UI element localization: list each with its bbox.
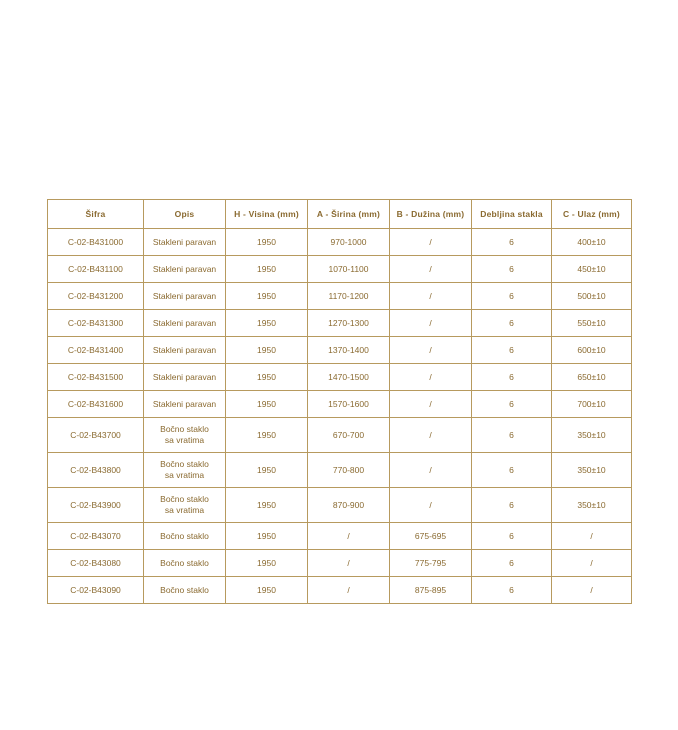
cell-debljina: 6 xyxy=(472,453,552,488)
cell-ulaz: 500±10 xyxy=(552,283,632,310)
cell-sirina: 1470-1500 xyxy=(308,364,390,391)
table-row xyxy=(48,310,632,337)
cell-visina: 1950 xyxy=(226,391,308,418)
table-header-row xyxy=(48,200,632,229)
cell-sirina: 870-900 xyxy=(308,488,390,523)
cell-ulaz: 700±10 xyxy=(552,391,632,418)
column-header-opis: Opis xyxy=(144,200,226,229)
cell-visina: 1950 xyxy=(226,550,308,577)
cell-sifra: C-02-B43700 xyxy=(48,418,144,453)
cell-visina: 1950 xyxy=(226,337,308,364)
cell-opis xyxy=(144,364,226,391)
cell-opis xyxy=(144,283,226,310)
cell-ulaz: 400±10 xyxy=(552,229,632,256)
cell-opis xyxy=(144,337,226,364)
cell-debljina: 6 xyxy=(472,577,552,604)
cell-opis-line1: Stakleni paravan xyxy=(152,344,217,355)
cell-duzina: / xyxy=(390,488,472,523)
table-row xyxy=(48,391,632,418)
cell-sifra: C-02-B431000 xyxy=(48,229,144,256)
cell-opis-line1: Stakleni paravan xyxy=(152,371,217,382)
cell-opis xyxy=(144,256,226,283)
column-header-debljina: Debljina stakla xyxy=(472,200,552,229)
cell-sirina: 1370-1400 xyxy=(308,337,390,364)
cell-duzina: 675-695 xyxy=(390,523,472,550)
table-row xyxy=(48,229,632,256)
table-header xyxy=(48,200,632,229)
cell-debljina: 6 xyxy=(472,337,552,364)
specification-table xyxy=(47,199,632,604)
cell-duzina: / xyxy=(390,229,472,256)
cell-duzina: / xyxy=(390,256,472,283)
cell-duzina: / xyxy=(390,310,472,337)
cell-ulaz: / xyxy=(552,550,632,577)
table-row xyxy=(48,523,632,550)
cell-opis xyxy=(144,310,226,337)
cell-debljina: 6 xyxy=(472,550,552,577)
cell-opis-line1: Bočno staklo xyxy=(160,584,209,595)
cell-debljina: 6 xyxy=(472,229,552,256)
table-row xyxy=(48,364,632,391)
cell-sirina: / xyxy=(308,577,390,604)
cell-sirina: 1570-1600 xyxy=(308,391,390,418)
cell-ulaz: 350±10 xyxy=(552,418,632,453)
cell-visina: 1950 xyxy=(226,523,308,550)
cell-sifra: C-02-B431100 xyxy=(48,256,144,283)
cell-opis xyxy=(144,229,226,256)
cell-opis xyxy=(144,577,226,604)
cell-visina: 1950 xyxy=(226,453,308,488)
column-header-duzina: B - Dužina (mm) xyxy=(390,200,472,229)
cell-duzina: / xyxy=(390,283,472,310)
cell-sirina: 1070-1100 xyxy=(308,256,390,283)
cell-visina: 1950 xyxy=(226,229,308,256)
cell-opis-line1: Bočno staklo xyxy=(160,459,209,470)
cell-ulaz: 600±10 xyxy=(552,337,632,364)
cell-sirina: 970-1000 xyxy=(308,229,390,256)
cell-debljina: 6 xyxy=(472,310,552,337)
cell-sifra: C-02-B431300 xyxy=(48,310,144,337)
cell-opis-line1: Stakleni paravan xyxy=(152,317,217,328)
table-row xyxy=(48,453,632,488)
cell-visina: 1950 xyxy=(226,488,308,523)
cell-sifra: C-02-B431500 xyxy=(48,364,144,391)
cell-sirina: 1270-1300 xyxy=(308,310,390,337)
cell-visina: 1950 xyxy=(226,577,308,604)
cell-duzina: 775-795 xyxy=(390,550,472,577)
column-header-sirina: A - Širina (mm) xyxy=(308,200,390,229)
cell-sifra: C-02-B43070 xyxy=(48,523,144,550)
cell-duzina: / xyxy=(390,337,472,364)
cell-sifra: C-02-B43900 xyxy=(48,488,144,523)
cell-opis-line1: Bočno staklo xyxy=(160,424,209,435)
column-header-visina: H - Visina (mm) xyxy=(226,200,308,229)
cell-ulaz: 550±10 xyxy=(552,310,632,337)
table-row xyxy=(48,283,632,310)
cell-visina: 1950 xyxy=(226,283,308,310)
cell-sirina: / xyxy=(308,523,390,550)
cell-ulaz: 450±10 xyxy=(552,256,632,283)
cell-visina: 1950 xyxy=(226,418,308,453)
table-row xyxy=(48,577,632,604)
specification-table-container xyxy=(47,199,631,604)
cell-visina: 1950 xyxy=(226,364,308,391)
cell-debljina: 6 xyxy=(472,488,552,523)
cell-opis xyxy=(144,391,226,418)
cell-opis-line1: Stakleni paravan xyxy=(152,290,217,301)
cell-opis-line1: Bočno staklo xyxy=(160,530,209,541)
cell-sifra: C-02-B431400 xyxy=(48,337,144,364)
cell-sirina: 770-800 xyxy=(308,453,390,488)
cell-debljina: 6 xyxy=(472,283,552,310)
cell-opis-line1: Stakleni paravan xyxy=(152,236,217,247)
cell-visina: 1950 xyxy=(226,310,308,337)
cell-debljina: 6 xyxy=(472,256,552,283)
table-row xyxy=(48,256,632,283)
table-row xyxy=(48,488,632,523)
cell-debljina: 6 xyxy=(472,391,552,418)
cell-duzina: / xyxy=(390,391,472,418)
cell-sifra: C-02-B431600 xyxy=(48,391,144,418)
cell-duzina: / xyxy=(390,364,472,391)
cell-opis-line1: Bočno staklo xyxy=(160,557,209,568)
cell-opis xyxy=(144,453,226,488)
cell-sirina: 1170-1200 xyxy=(308,283,390,310)
cell-opis-line2: sa vratima xyxy=(164,505,205,515)
column-header-sifra: Šifra xyxy=(48,200,144,229)
cell-opis-line2: sa vratima xyxy=(164,470,205,480)
table-row xyxy=(48,337,632,364)
cell-sirina: 670-700 xyxy=(308,418,390,453)
cell-ulaz: 650±10 xyxy=(552,364,632,391)
table-body xyxy=(48,229,632,604)
cell-sirina: / xyxy=(308,550,390,577)
cell-opis-line2: sa vratima xyxy=(164,435,205,445)
cell-duzina: 875-895 xyxy=(390,577,472,604)
cell-sifra: C-02-B431200 xyxy=(48,283,144,310)
cell-opis-line1: Stakleni paravan xyxy=(152,398,217,409)
cell-ulaz: / xyxy=(552,523,632,550)
cell-opis-line1: Bočno staklo xyxy=(160,494,209,505)
cell-ulaz: 350±10 xyxy=(552,488,632,523)
cell-sifra: C-02-B43090 xyxy=(48,577,144,604)
cell-duzina: / xyxy=(390,453,472,488)
cell-opis xyxy=(144,550,226,577)
cell-debljina: 6 xyxy=(472,418,552,453)
cell-sifra: C-02-B43080 xyxy=(48,550,144,577)
cell-sifra: C-02-B43800 xyxy=(48,453,144,488)
cell-debljina: 6 xyxy=(472,364,552,391)
cell-opis xyxy=(144,523,226,550)
table-row xyxy=(48,550,632,577)
cell-visina: 1950 xyxy=(226,256,308,283)
table-row xyxy=(48,418,632,453)
column-header-ulaz: C - Ulaz (mm) xyxy=(552,200,632,229)
cell-opis xyxy=(144,418,226,453)
cell-ulaz: / xyxy=(552,577,632,604)
cell-duzina: / xyxy=(390,418,472,453)
cell-opis-line1: Stakleni paravan xyxy=(152,263,217,274)
cell-ulaz: 350±10 xyxy=(552,453,632,488)
cell-opis xyxy=(144,488,226,523)
cell-debljina: 6 xyxy=(472,523,552,550)
